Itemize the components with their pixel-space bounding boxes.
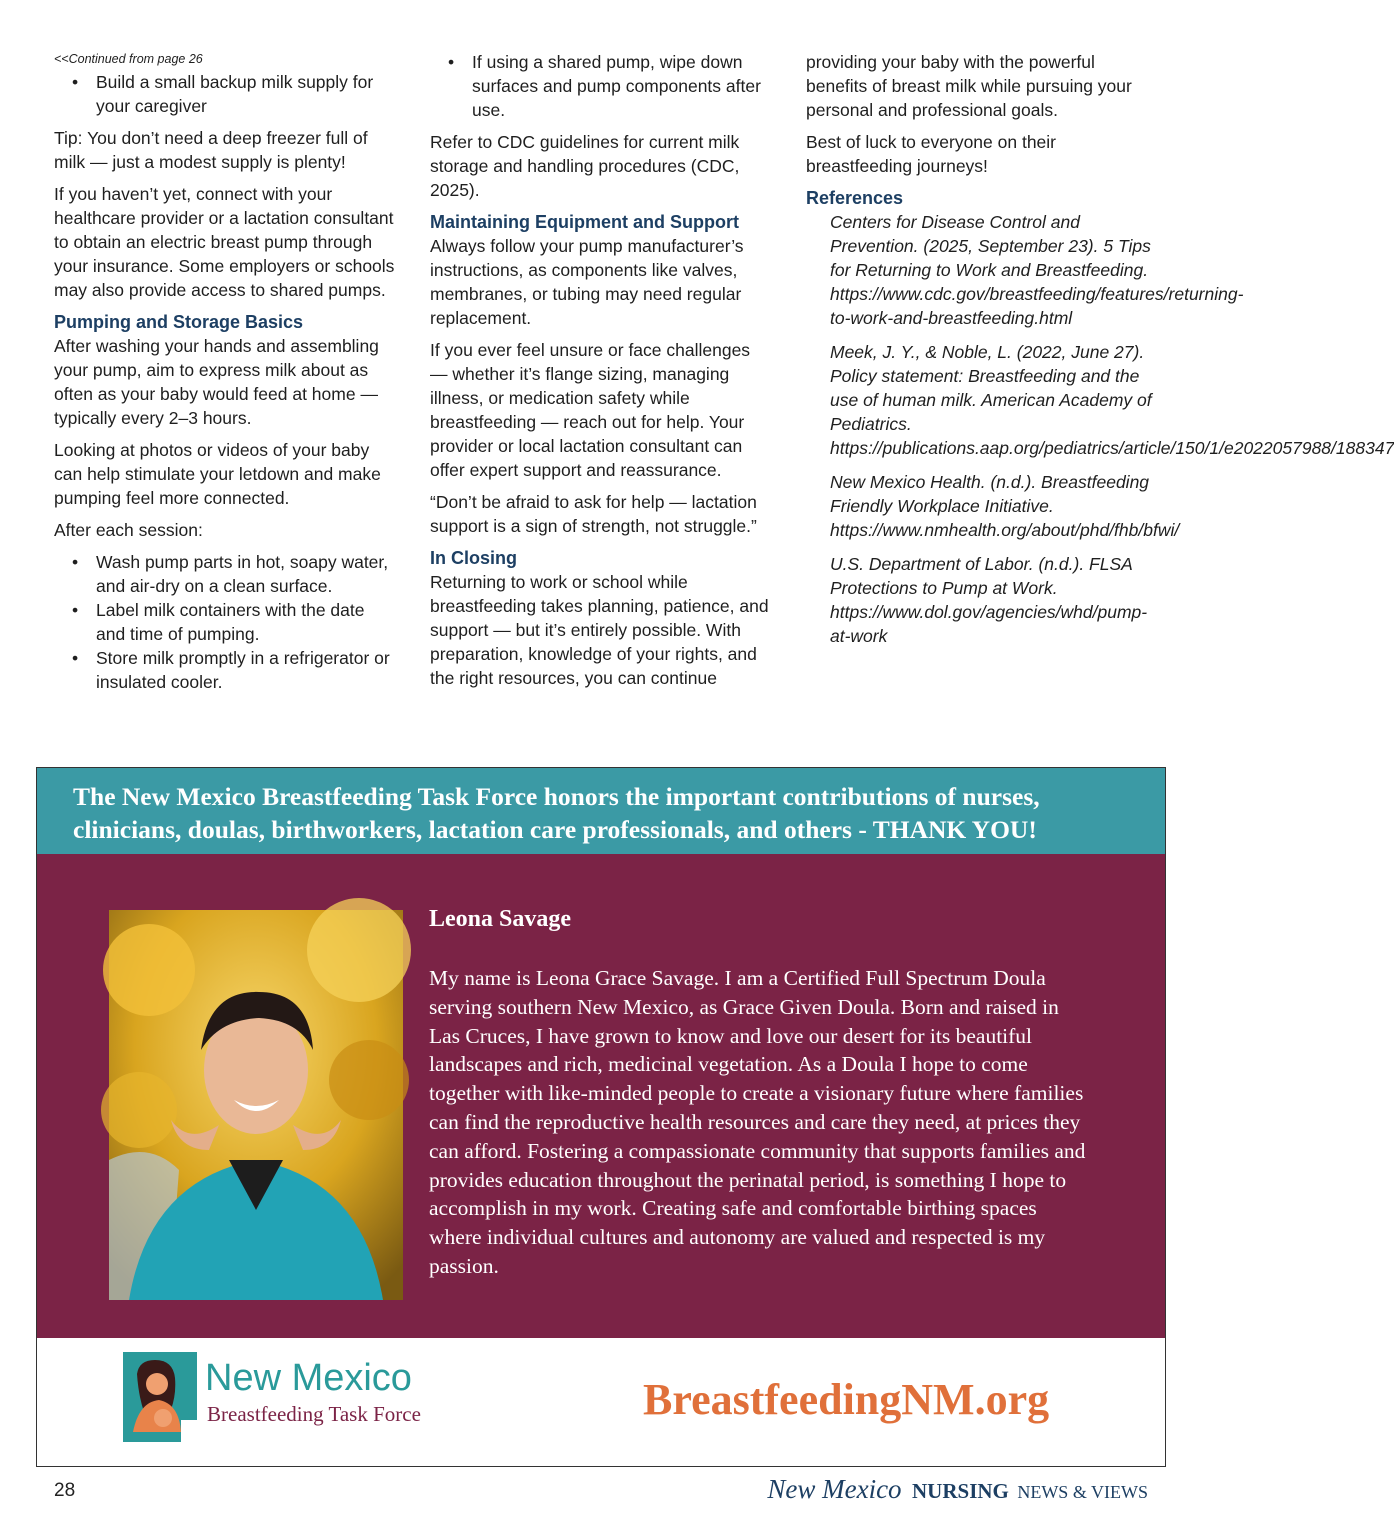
profile-photo xyxy=(109,910,403,1300)
list-item: • Label milk containers with the date and time of pumping. xyxy=(54,598,396,646)
bullet-list xyxy=(430,50,772,122)
logo-title: New Mexico xyxy=(205,1357,412,1399)
paragraph: If you ever feel unsure or face challenges — whether it’s flange sizing, managing illness, or medication safety while breastfeeding — reach out for help. Your provider or local lactation consultant can offer expert support and reassurance. xyxy=(430,340,751,480)
continued-note: <<Continued from page 26 xyxy=(54,52,203,66)
article-column-1 xyxy=(54,50,396,702)
list-item: • If using a shared pump, wipe down surfaces and pump components after use. xyxy=(430,50,772,122)
reference-item: Meek, J. Y., & Noble, L. (2022, June 27). Policy statement: Breastfeeding and the use of human milk. American Academy of Pediatrics. https://publications.aap.org/pediatrics/article/150/1/e2022057988/188347 xyxy=(830,342,1394,458)
brand-bold: NURSING xyxy=(912,1479,1009,1503)
recognition-box xyxy=(36,767,1166,1467)
list-item: • Store milk promptly in a refrigerator or insulated cooler. xyxy=(54,646,396,694)
reference-item: Centers for Disease Control and Prevention. (2025, September 23). 5 Tips for Returning to Work and Breastfeeding. https://www.cdc.gov/breastfeeding/features/returning-to-work-and-breastfeeding.html xyxy=(830,212,1244,328)
paragraph: Looking at photos or videos of your baby can help stimulate your letdown and make pumping feel more connected. xyxy=(54,440,381,508)
page-number: 28 xyxy=(54,1480,76,1501)
paragraph: Returning to work or school while breastfeeding takes planning, patience, and support — but it’s entirely possible. With preparation, knowledge of your rights, and the right resources, you can continue xyxy=(430,572,769,688)
website-link[interactable]: BreastfeedingNM.org xyxy=(643,1375,1050,1424)
article-column-3 xyxy=(806,50,1394,658)
profile-panel xyxy=(37,854,1165,1338)
list-item: • Wash pump parts in hot, soapy water, and air-dry on a clean surface. xyxy=(54,550,396,598)
paragraph: providing your baby with the powerful benefits of breast milk while pursuing your personal and professional goals. xyxy=(806,52,1132,120)
paragraph: Best of luck to everyone on their breastfeeding journeys! xyxy=(806,132,1056,176)
task-force-logo xyxy=(119,1352,479,1442)
profile-bio: My name is Leona Grace Savage. I am a Certified Full Spectrum Doula serving southern New Mexico, as Grace Given Doula. Born and raised in Las Cruces, I have grown to know and love our desert for its beautiful landscapes and rich, medicinal vegetation. As a Doula I hope to come together with like-minded people to create a visionary future where families can find the reproductive health resources and care they need, at prices they can afford. Fostering a compassionate community that supports families and provides education throughout the perinatal period, is something I hope to accomplish in my work. Creating safe and comfortable birthing spaces where individual cultures and autonomy are valued and respected is my passion. xyxy=(429,966,1086,1278)
bullet-list xyxy=(54,550,396,694)
bullet-list xyxy=(54,70,396,118)
tip-paragraph: Tip: You don’t need a deep freezer full of milk — just a modest supply is plenty! xyxy=(54,128,368,172)
section-heading: Pumping and Storage Basics xyxy=(54,312,304,332)
paragraph: Always follow your pump manufacturer’s instructions, as components like valves, membranes, or tubing may need regular replacement. xyxy=(430,236,744,328)
thank-you-banner xyxy=(37,768,1165,854)
brand-script: New Mexico xyxy=(767,1474,902,1504)
reference-item: New Mexico Health. (n.d.). Breastfeeding Friendly Workplace Initiative. https://www.nmhealth.org/about/phd/fhb/bfwi/ xyxy=(830,472,1180,540)
article-column-2 xyxy=(430,50,772,698)
references-heading: References xyxy=(806,188,904,208)
paragraph: Refer to CDC guidelines for current milk storage and handling procedures (CDC, 2025). xyxy=(430,132,740,200)
list-item: • Build a small backup milk supply for your caregiver xyxy=(54,70,396,118)
banner-text: The New Mexico Breastfeeding Task Force honors the important contributions of nurses, clinicians, doulas, birthworkers, lactation care professionals, and others - THANK YOU! xyxy=(73,782,1040,844)
mother-baby-icon xyxy=(119,1352,197,1442)
references-list xyxy=(806,210,1394,648)
paragraph: After each session: xyxy=(54,520,203,540)
section-heading: In Closing xyxy=(430,548,517,568)
paragraph: If you haven’t yet, connect with your healthcare provider or a lactation consultant to obtain an electric breast pump through your insurance. Some employers or schools may also provide access to shared pumps. xyxy=(54,184,395,300)
publication-brand xyxy=(767,1474,1148,1505)
brand-small: NEWS & VIEWS xyxy=(1017,1482,1148,1502)
quote-paragraph: “Don’t be afraid to ask for help — lactation support is a sign of strength, not struggle.” xyxy=(430,492,757,536)
reference-item: U.S. Department of Labor. (n.d.). FLSA Protections to Pump at Work. https://www.dol.gov/agencies/whd/pump-at-work xyxy=(830,554,1148,646)
logo-subtitle: Breastfeeding Task Force xyxy=(207,1402,421,1426)
section-heading: Maintaining Equipment and Support xyxy=(430,212,739,232)
profile-name: Leona Savage xyxy=(429,906,572,932)
paragraph: After washing your hands and assembling your pump, aim to express milk about as often as your baby would feed at home — typically every 2–3 hours. xyxy=(54,336,379,428)
